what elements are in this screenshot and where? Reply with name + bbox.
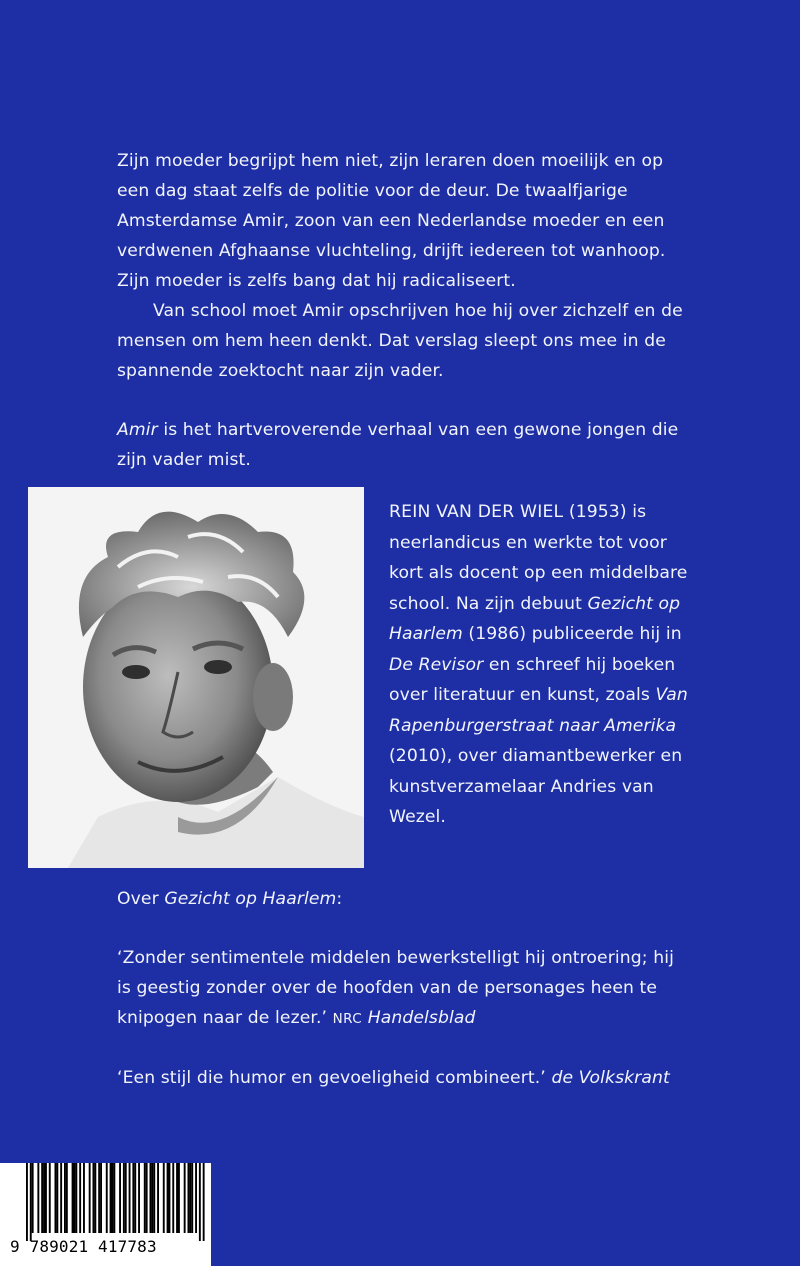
barcode-bar xyxy=(55,1163,57,1233)
barcode-bar xyxy=(45,1163,47,1233)
blurb-paragraph-3 xyxy=(117,415,692,475)
barcode-bar xyxy=(138,1163,140,1233)
review-quote-1-text: ‘Zonder sentimentele middelen bewerkstelligt hij ontroering; hij is geestig zonder over de hoofden van de personages heen te knipogen naar de lezer.’ xyxy=(117,948,674,1028)
barcode-bar xyxy=(113,1163,115,1233)
bio-text-4: (2010), over diamantbewerker en kunstverzamelaar Andries van Wezel. xyxy=(389,746,683,827)
barcode-bar xyxy=(150,1163,152,1233)
barcode-bar xyxy=(189,1163,191,1233)
barcode-bar xyxy=(129,1163,131,1233)
barcode-bar xyxy=(93,1163,95,1233)
barcode-bar xyxy=(37,1163,39,1233)
reviews-intro xyxy=(117,884,692,914)
review-source-2: de Volkskrant xyxy=(551,1068,670,1088)
barcode-bar xyxy=(83,1163,85,1233)
barcode-bar xyxy=(106,1163,108,1233)
barcode-bar xyxy=(79,1163,81,1233)
barcode-bar xyxy=(64,1163,66,1233)
barcode-bar xyxy=(146,1163,148,1233)
author-bio xyxy=(389,497,699,833)
barcode-bar xyxy=(43,1163,45,1233)
barcode-bar xyxy=(112,1163,114,1233)
blurb-paragraph-1: Zijn moeder begrijpt hem niet, zijn leraren doen moeilijk en op een dag staat zelfs de politie voor de deur. De twaalfjarige Amsterdamse Amir, zoon van een Nederlandse moeder en een verdwenen Afghaanse vluchteling, drijft iedereen tot wanhoop. Zijn moeder is zelfs bang dat hij radicaliseert. xyxy=(117,151,666,291)
barcode-bar xyxy=(144,1163,146,1233)
reviews-intro-title: Gezicht op Haarlem xyxy=(164,889,337,909)
barcode-bar xyxy=(199,1163,201,1241)
barcode-bar xyxy=(195,1163,197,1233)
press-reviews xyxy=(117,884,692,1093)
review-source-1-prefix: NRC xyxy=(332,1011,363,1027)
barcode-bar xyxy=(134,1163,136,1233)
review-quote-2 xyxy=(117,1063,692,1093)
barcode-bar xyxy=(89,1163,91,1233)
review-quote-1 xyxy=(117,943,692,1034)
barcode-bar xyxy=(49,1163,51,1233)
review-quote-2-text: ‘Een stijl die humor en gevoeligheid combineert.’ xyxy=(117,1068,546,1088)
barcode-bar xyxy=(32,1163,34,1233)
review-source-1: Handelsblad xyxy=(367,1008,476,1028)
barcode-bar xyxy=(125,1163,127,1233)
bio-book-title-2: Van Rapenburgerstraat naar Amerika xyxy=(389,685,688,736)
barcode-bar xyxy=(191,1163,193,1233)
author-portrait-image xyxy=(28,487,364,868)
blurb-paragraph-3-text: is het hartveroverende verhaal van een gewone jongen die zijn vader mist. xyxy=(117,420,679,470)
barcode-bar xyxy=(169,1163,171,1233)
barcode-bar xyxy=(119,1163,121,1233)
barcode-bar xyxy=(132,1163,134,1233)
barcode-bar xyxy=(94,1163,96,1233)
barcode-bar xyxy=(172,1163,174,1233)
barcode-bar xyxy=(98,1163,100,1233)
barcode-bar xyxy=(188,1163,190,1233)
reviews-intro-suffix: : xyxy=(336,889,343,909)
barcode-bar xyxy=(151,1163,153,1233)
barcode-bar xyxy=(66,1163,68,1233)
barcode-bar xyxy=(60,1163,62,1233)
barcode-bar xyxy=(75,1163,77,1233)
barcode-bar xyxy=(184,1163,186,1233)
barcode-bar xyxy=(167,1163,169,1233)
bio-text-2: (1986) publiceerde hij in xyxy=(462,624,682,644)
barcode-bar xyxy=(153,1163,155,1233)
barcode-bar xyxy=(30,1163,32,1241)
isbn-number: 9 789021 417783 xyxy=(10,1237,157,1256)
barcode-bar xyxy=(110,1163,112,1233)
bio-text-3: en schreef hij boeken over literatuur en kunst, zoals xyxy=(389,654,676,705)
barcode-bar xyxy=(163,1163,165,1233)
author-name: REIN VAN DER WIEL xyxy=(389,502,564,522)
bio-book-title-1: Gezicht op Haarlem xyxy=(389,593,681,644)
barcode-bar xyxy=(74,1163,76,1233)
back-cover-blurb xyxy=(117,146,692,475)
barcode-bar xyxy=(26,1163,28,1241)
book-title-amir: Amir xyxy=(117,420,158,440)
barcode-bar xyxy=(178,1163,180,1233)
bio-magazine-title: De Revisor xyxy=(389,654,484,675)
reviews-intro-prefix: Over xyxy=(117,889,165,909)
isbn-barcode xyxy=(0,1163,211,1266)
barcode-bar xyxy=(56,1163,58,1233)
barcode-bar xyxy=(100,1163,102,1233)
barcode-bar xyxy=(41,1163,43,1233)
barcode-bar xyxy=(72,1163,74,1233)
barcode-bar xyxy=(203,1163,205,1241)
barcode-bar xyxy=(157,1163,159,1233)
author-photo xyxy=(28,487,364,868)
blurb-paragraph-2: Van school moet Amir opschrijven hoe hij over zichzelf en de mensen om hem heen denkt. Dat verslag sleept ons mee in de spannende zoektocht naar zijn vader. xyxy=(117,301,683,381)
bio-text-1: (1953) is neerlandicus en werkte tot voor kort als docent op een middelbare school. Na zijn debuut xyxy=(389,502,688,614)
barcode-bar xyxy=(123,1163,125,1233)
barcode-bar xyxy=(176,1163,178,1233)
